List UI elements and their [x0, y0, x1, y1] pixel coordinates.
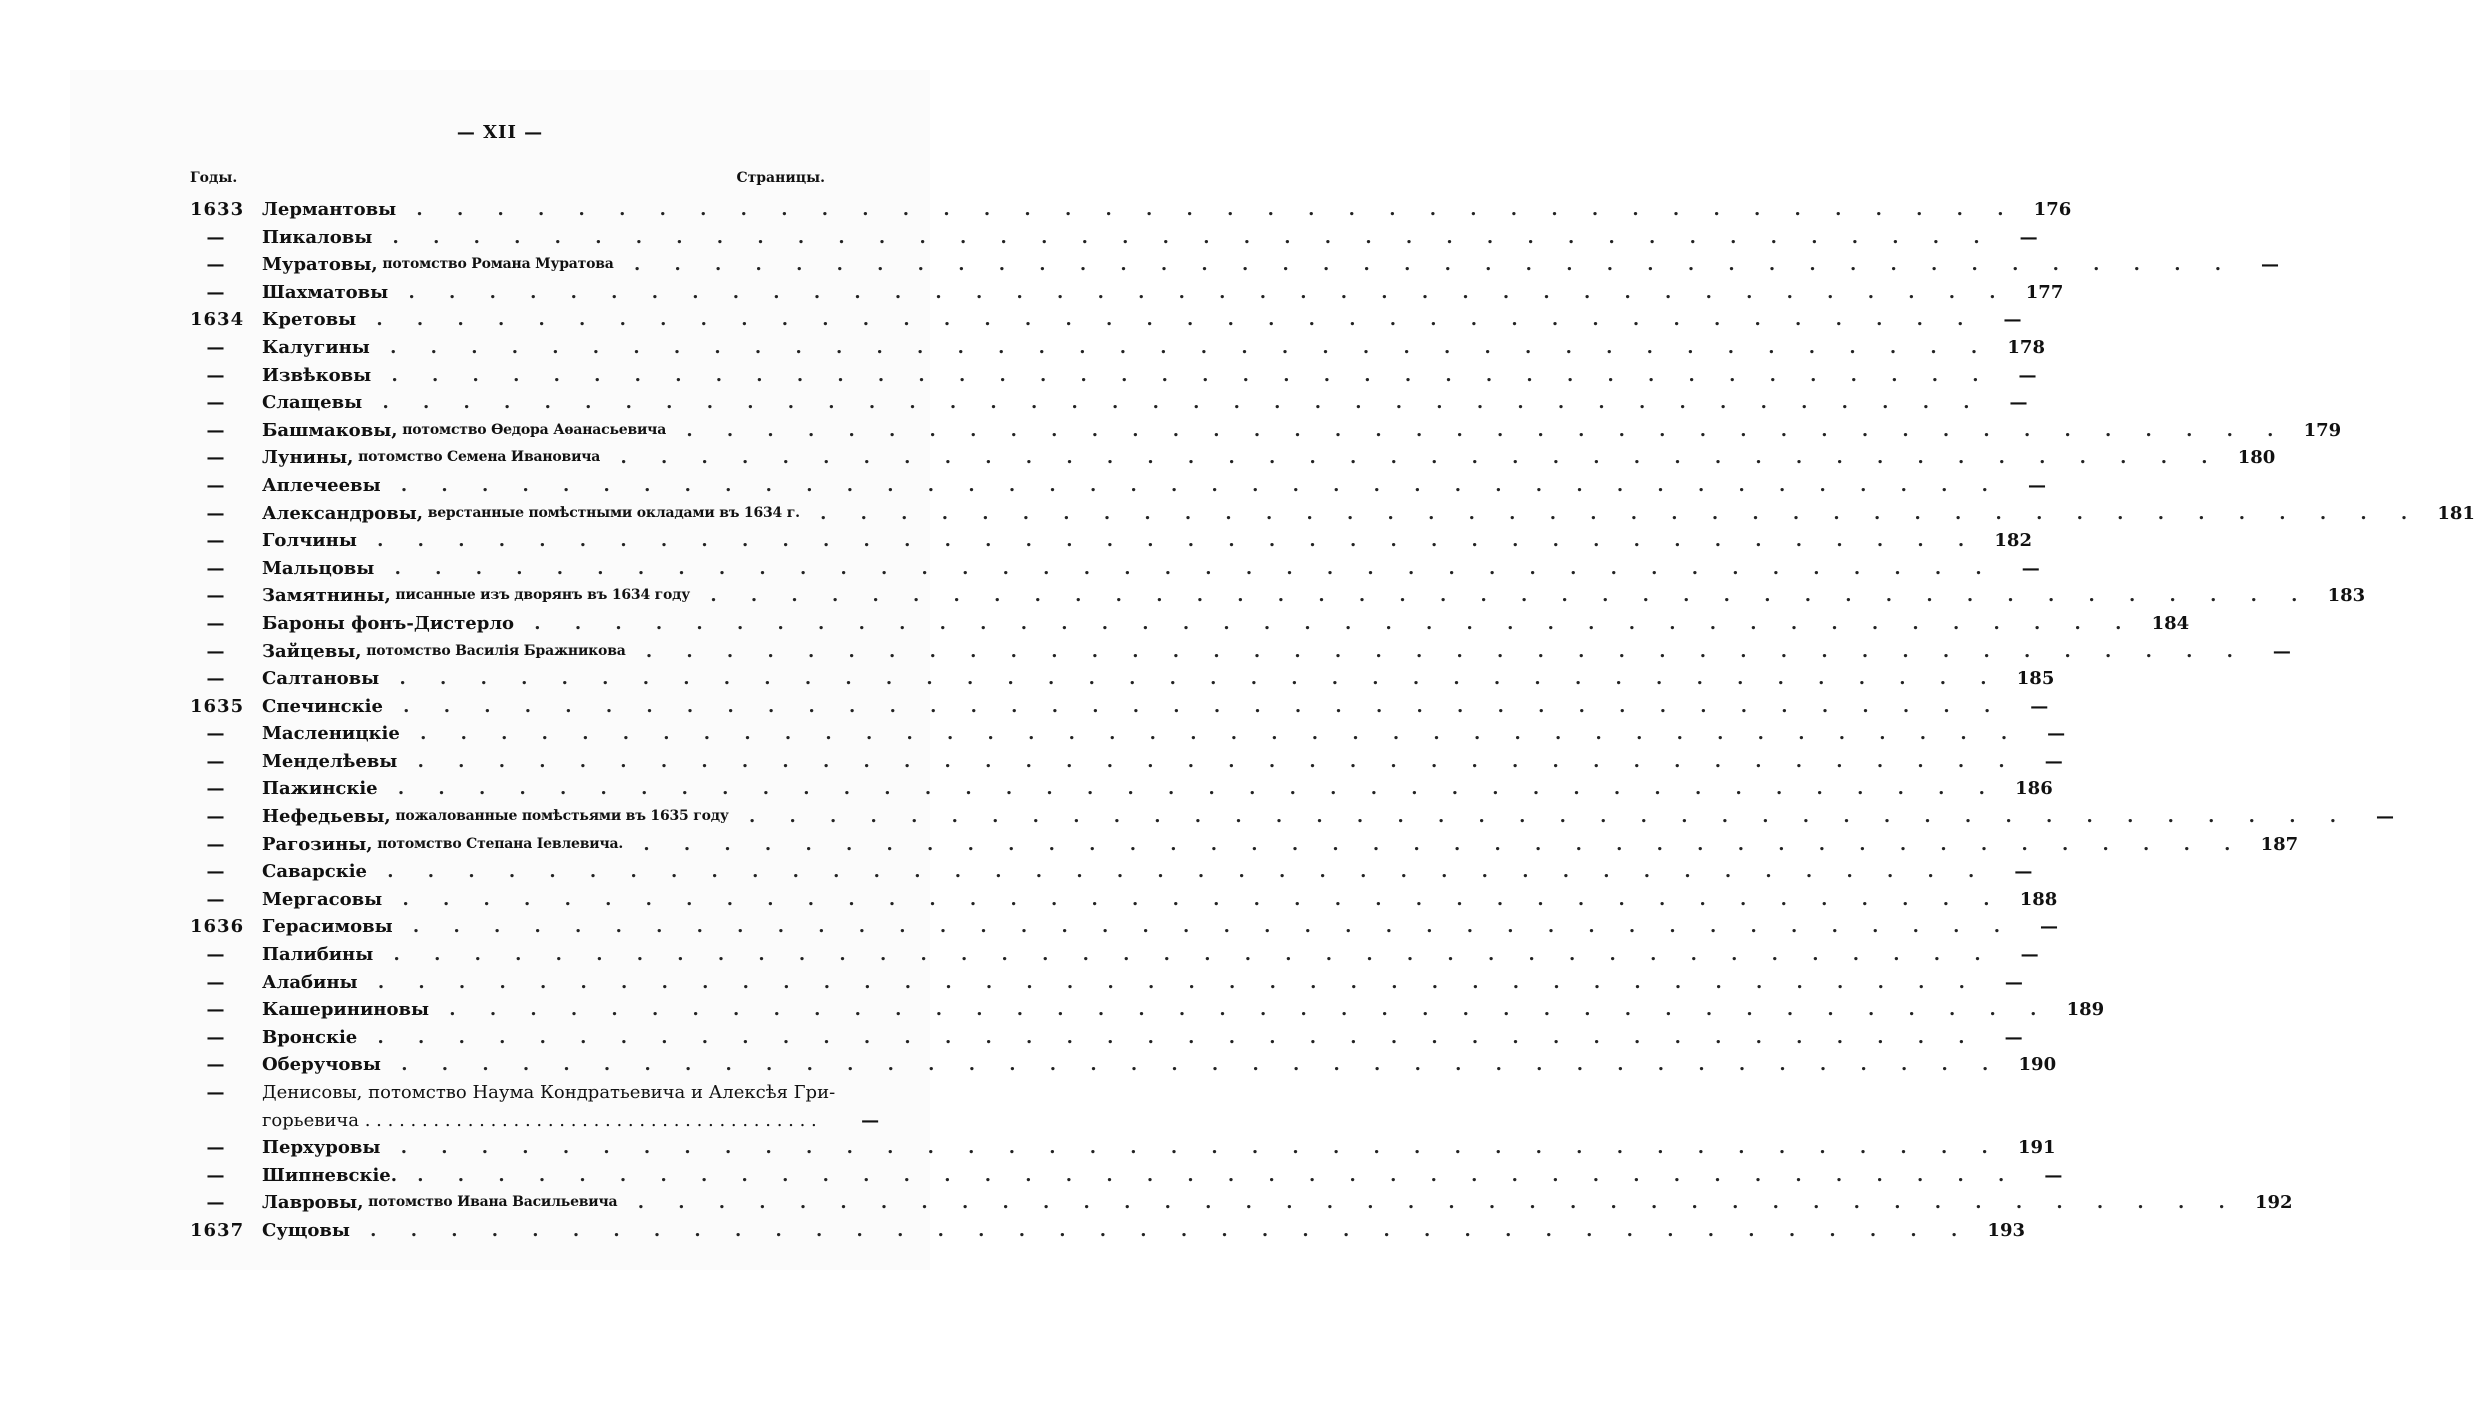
leader-dots: . . . . . . . . . . . . . . . . . . . . . . . . . . . . . . . . . . . . . . . . [380, 474, 2002, 496]
entry-page-number: — [2004, 971, 2023, 993]
leader-dots: . . . . . . . . . . . . . . . . . . . . . . . . . . . . . . . . . . . . . . . . [728, 806, 2350, 828]
index-row [190, 472, 2046, 500]
index-row [190, 720, 2066, 748]
entry-title [262, 1024, 1979, 1052]
entry-page-number: — [2009, 392, 2028, 414]
entry-family-name: Герасимовы [262, 916, 393, 938]
entry-family-name: Башмаковы, [262, 419, 398, 441]
entry-family-name: Александровы, [262, 502, 424, 524]
entry-title [262, 638, 2247, 666]
index-row [190, 1051, 2057, 1079]
entry-year: — [206, 336, 226, 358]
entry-title [262, 720, 2021, 748]
entry-detail: потомство Степана Іевлевича. [372, 835, 624, 852]
entry-year: — [206, 502, 226, 524]
entry-year: — [206, 1082, 226, 1103]
entry-page-number: 189 [2066, 999, 2105, 1021]
entry-family-name: Замятнины, [262, 585, 391, 607]
index-row [190, 527, 2032, 555]
entry-year: — [206, 585, 226, 607]
leader-dots: . . . . . . . . . . . . . . . . . . . . . . . . . . . . . . . . . . . . . . . . [623, 833, 2245, 855]
leader-dots: . . . . . . . . . . . . . . . . . . . . . . . . . . . . . . . . . . . . . . . . [396, 199, 2018, 220]
entry-year: — [206, 971, 226, 993]
entry-page-number: 180 [2237, 447, 2276, 469]
index-row [190, 941, 2039, 969]
leader-dots: . . . . . . . . . . . . . . . . . . . . . . . . . . . . . . . . . . . . . . . . [600, 447, 2222, 469]
leader-dots: . . . . . . . . . . . . . . . . . . . . . . . . . . . . . . . . . . . . . . . . [382, 888, 2004, 910]
entry-year: — [206, 1026, 226, 1048]
entry-year: 1633 [190, 199, 245, 220]
index-row [190, 306, 2022, 334]
leader-dots: . . . . . . . . . . . . . . . . . . . . . . . . . . . . . . . . . . . . . . . . [362, 392, 1984, 414]
entry-detail: потомство Василія Бражникова [361, 642, 626, 659]
entry-title [262, 886, 2004, 914]
index-row [190, 638, 2291, 666]
entry-detail: верстанные помѣстными окладами въ 1634 г. [423, 504, 800, 521]
entry-family-name: Зайцевы, [262, 640, 362, 662]
entry-year: — [206, 861, 226, 883]
entry-detail: потомство Романа Муратова [377, 256, 614, 273]
index-row [190, 610, 2190, 638]
entry-page-number: 177 [2025, 281, 2064, 303]
index-row [190, 831, 2299, 859]
entry-page-number: — [2047, 723, 2066, 745]
entry-year: — [206, 723, 226, 745]
entry-page-number: 179 [2303, 419, 2342, 441]
leader-dots: . . . . . . . . . . . . . . . . . . . . . . . . . . . . . . . . . . . . . . . . [625, 640, 2247, 662]
entry-year: 1636 [190, 916, 245, 938]
leader-dots: . . . . . . . . . . . . . . . . . . . . . . . . . . . . . . . . . . . . . . . . [514, 612, 2136, 634]
entry-page-number: 192 [2254, 1192, 2293, 1214]
leader-dots: . . . . . . . . . . . . . . . . . . . . . . . . . . . . . . . . . . . . . . . . [369, 336, 1992, 358]
entry-year: — [206, 364, 226, 386]
entry-year: — [206, 557, 226, 579]
leader-dots: . . . . . . . . . . . . . . . . . . . . . . . . . . . . . . . . . . . . . . . . [666, 419, 2288, 441]
entry-page-number: 178 [2007, 336, 2045, 358]
leader-dots: . . . . . . . . . . . . . . . . . . . . . . . . . . . . . . . . . . . . . . . . [379, 668, 2001, 690]
entry-title [262, 831, 2244, 859]
leader-dots: . . . . . . . . . . . . . . . . . . . . . . . . . . . . . . . . . . . . . . . . [799, 502, 2422, 524]
entry-title [262, 1162, 2018, 1190]
leader-dots: . . . . . . . . . . . . . . . . . . . . . . . . . . . . . . . . . . . . . . . . [357, 1026, 1979, 1048]
index-row [190, 886, 2058, 914]
entry-page-number: 186 [2015, 778, 2053, 800]
leader-dots: . . . . . . . . . . . . . . . . . . . . . . . . . . . . . . . . . . . . . . . . [356, 309, 1978, 331]
entry-title [262, 1217, 1971, 1245]
leader-dots: . . . . . . . . . . . . . . . . . . . . . . . . . . . . . . . . . . . . . . . . [357, 971, 1979, 993]
entry-year: — [206, 888, 226, 910]
entry-page-number: — [2003, 309, 2022, 331]
entry-family-name: Перхуровы [262, 1137, 381, 1159]
entry-title [262, 803, 2350, 831]
entry-title [262, 362, 1993, 390]
entry-page-number: 193 [1987, 1219, 2025, 1241]
entry-year: — [206, 254, 226, 276]
entry-year: — [206, 1164, 226, 1186]
entry-page-number: — [2018, 364, 2037, 386]
entry-detail: потомство Наума Кондратьевича и Алексѣя Гри- [362, 1082, 836, 1103]
index-row [190, 1189, 2293, 1217]
entry-title [262, 775, 1999, 803]
entry-year: — [206, 668, 226, 690]
index-row [190, 803, 2394, 831]
leader-dots: . . . . . . . . . . . . . . . . . . . . . . . . . . . . . . . . . . . . . . . . [397, 750, 2019, 772]
entry-family-name: Оберучовы [262, 1054, 381, 1076]
entry-family-name: Мергасовы [262, 888, 383, 910]
entry-family-name: Извѣковы [262, 364, 372, 386]
entry-year: — [206, 474, 226, 496]
entry-page-number: 187 [2260, 833, 2299, 855]
entry-year: — [206, 833, 226, 855]
entry-year: — [206, 750, 226, 772]
leader-dots: . . . . . . . . . . . . . . . . . . . . . . . . . . . . . . . . . . . . . . . . [397, 1164, 2019, 1186]
entry-family-name: Алабины [262, 971, 358, 993]
entry-family-name: Шипневскіе. [262, 1164, 397, 1186]
entry-page-number: — [2261, 254, 2280, 276]
entry-family-name: Голчины [262, 530, 357, 552]
entry-family-name: Нефедьевы, [262, 806, 391, 828]
index-row [190, 279, 2064, 307]
index-row [190, 444, 2276, 472]
entry-page-number: — [2044, 1164, 2063, 1186]
entry-title [262, 306, 1977, 334]
entry-detail: пожалованные помѣстьями въ 1635 году [390, 808, 729, 825]
entry-title [262, 913, 2014, 941]
entry-family-name: Муратовы, [262, 254, 378, 276]
leader-dots: . . . . . . . . . . . . . . . . . . . . . . . . . . . . . . . . . . . . . . . . [374, 557, 1996, 579]
entry-family-name: Палибины [262, 944, 374, 966]
index-row [190, 417, 2342, 445]
index-row [190, 500, 2475, 528]
index-row [190, 1079, 880, 1134]
index-table [190, 196, 2475, 1245]
entry-page-number: 182 [1994, 530, 2032, 552]
index-row [190, 196, 2072, 224]
entry-title [262, 251, 2235, 279]
leader-dots: . . . . . . . . . . . . . . . . . . . . . . . . . . . . . . . . . . . . . . . . [382, 695, 2005, 717]
entry-title [262, 748, 2019, 776]
entry-family-name: Денисовы, [262, 1082, 363, 1103]
entry-family-name: Салтановы [262, 668, 380, 690]
entry-year: 1635 [190, 695, 245, 717]
leader-dots: . . . . . . . . . . . . . . . . . . . . . . . . . . . . . . . . . . . . . . . . [429, 999, 2051, 1021]
index-row [190, 1162, 2063, 1190]
entry-year: — [206, 999, 226, 1021]
entry-page-number: 181 [2437, 502, 2475, 524]
entry-family-name: Пажинскіе [262, 778, 378, 800]
column-heading-pages: Страницы. [736, 170, 825, 186]
entry-family-name: Спечинскіе [262, 695, 383, 717]
index-row [190, 858, 2033, 886]
leader-dots: . . . . . . . . . . . . . . . . . . . . . . . . . . . . . . . . . . . . . . . . [388, 281, 2010, 303]
entry-family-name: Калугины [262, 336, 370, 358]
entry-page-number: 190 [2018, 1054, 2057, 1076]
entry-page-number: — [2039, 916, 2058, 938]
leader-dots: . . . . . . . . . . . . . . . . . . . . . . . . . . . . . . . . . . . . . . . . [367, 861, 1989, 883]
entry-title [262, 500, 2421, 528]
entry-family-name: Кашерининовы [262, 999, 430, 1021]
entry-family-name: Шахматовы [262, 281, 389, 303]
entry-page-number: 191 [2017, 1137, 2056, 1159]
leader-dots: . . . . . . . . . . . . . . . . . . . . . . . . . . . . . . . . . . . . . . . . [392, 916, 2014, 938]
entry-family-name: Мальцовы [262, 557, 375, 579]
entry-page-number: — [2004, 1026, 2023, 1048]
entry-title [262, 389, 1984, 417]
entry-page-number: 185 [2016, 668, 2055, 690]
entry-year: — [206, 281, 226, 303]
page-number-header: — XII — [456, 122, 544, 143]
entry-page-number: 184 [2151, 612, 2190, 634]
entry-family-name: Рагозины, [262, 833, 373, 855]
entry-page-number: — [2272, 640, 2291, 662]
entry-title [262, 1134, 2002, 1162]
index-row [190, 1134, 2056, 1162]
entry-title [262, 969, 1979, 997]
entry-year: — [206, 1054, 226, 1076]
entry-family-name: Кретовы [262, 309, 357, 331]
entry-page-number: — [2014, 861, 2033, 883]
index-row [190, 969, 2023, 997]
entry-title [262, 941, 1995, 969]
entry-detail: потомство Ивана Васильевича [363, 1194, 618, 1211]
entry-title [262, 665, 2001, 693]
entry-year: — [206, 447, 226, 469]
entry-title [262, 693, 2004, 721]
entry-family-name: Слащевы [262, 392, 363, 414]
entry-page-number: — [861, 1109, 880, 1131]
column-heading-years: Годы. [190, 170, 238, 186]
leader-dots: . . . . . . . . . . . . . . . . . . . . . . . . . . . . . . . . . . . . . . . . [349, 1219, 1972, 1241]
entry-title [262, 555, 1996, 583]
entry-detail: потомство Семена Ивановича [353, 449, 601, 466]
index-row [190, 996, 2105, 1024]
entry-page-number: — [2030, 695, 2049, 717]
entry-year: 1637 [190, 1219, 245, 1241]
entry-family-name: Лермантовы [262, 199, 397, 220]
index-row [190, 1024, 2023, 1052]
leader-dots: . . . . . . . . . . . . . . . . . . . . . . . . . . . . . . . . . . . . . . . . [617, 1192, 2239, 1214]
leader-dots: . . . . . . . . . . . . . . . . . . . . . . . . . . . . . . . . . . . . . . . . [399, 723, 2022, 745]
entry-page-number: — [2021, 557, 2040, 579]
index-row [190, 913, 2058, 941]
entry-title [262, 472, 2002, 500]
leader-dots: . . . . . . . . . . . . . . . . . . . . . . . . . . . . . . . . . . . . . . . . [371, 364, 1993, 386]
entry-year: — [206, 1192, 226, 1214]
index-row [190, 224, 2038, 252]
entry-title [262, 582, 2311, 610]
entry-detail-continued: горьевича [262, 1109, 360, 1131]
entry-family-name: Масленицкіе [262, 723, 400, 745]
index-row [190, 251, 2280, 279]
entry-page-number: — [2027, 474, 2046, 496]
entry-detail: потомство Өедора Аѳанасьевича [397, 421, 667, 438]
entry-page-number: 188 [2019, 888, 2058, 910]
entry-title [262, 610, 2135, 638]
entry-title [262, 1189, 2239, 1217]
leader-dots: . . . . . . . . . . . . . . . . . . . . . . . . . . . . . . . . . . . . . . . . [690, 585, 2312, 607]
leader-dots: . . . . . . . . . . . . . . . . . . . . . . . . . . . . . . . . . . . . . . . . [356, 530, 1979, 552]
entry-family-name: Аплечеевы [262, 474, 381, 496]
entry-year: — [206, 530, 226, 552]
index-row [190, 334, 2045, 362]
entry-year: — [206, 419, 226, 441]
index-row [190, 775, 2053, 803]
entry-detail: писанные изъ дворянъ въ 1634 году [390, 587, 691, 604]
entry-year: — [206, 1137, 226, 1159]
entry-title [262, 1079, 835, 1134]
entry-page-number: — [2044, 750, 2063, 772]
entry-title [262, 858, 1988, 886]
index-row [190, 582, 2366, 610]
entry-family-name: Вронскіе [262, 1026, 358, 1048]
entry-year: — [206, 640, 226, 662]
leader-dots: . . . . . . . . . . . . . . . . . . . . . . . . . . . . . . . . . . . . . . . . [380, 1054, 2003, 1076]
entry-year: — [206, 778, 226, 800]
entry-family-name: Сущовы [262, 1219, 350, 1241]
entry-year: — [206, 612, 226, 634]
entry-title [262, 996, 2050, 1024]
entry-page-number: 176 [2033, 199, 2072, 220]
index-row [190, 1217, 2025, 1245]
entry-title [262, 1051, 2002, 1079]
entry-year: — [206, 392, 226, 414]
entry-title [262, 224, 1994, 252]
entry-family-name: Менделѣевы [262, 750, 398, 772]
entry-year: — [206, 226, 226, 248]
leader-dots: . . . . . . . . . . . . . . . . . . . . . . . . . . . . . . . . . . . . . . . . [372, 226, 1994, 248]
entry-family-name: Лавровы, [262, 1192, 364, 1214]
leader-dots: . . . . . . . . . . . . . . . . . . . . . . . . . . . . . . . . . . . . . . . . [373, 944, 1995, 966]
index-row [190, 555, 2040, 583]
entry-page-number: — [2376, 806, 2394, 828]
entry-title [262, 279, 2010, 307]
leader-dots: . . . . . . . . . . . . . . . . . . . . . . . . . . . . . . . . . . . . . . . . [380, 1137, 2002, 1159]
entry-year: — [206, 944, 226, 966]
entry-page-number: 183 [2327, 585, 2366, 607]
index-row [190, 748, 2063, 776]
index-row [190, 362, 2037, 390]
entry-family-name: Бароны фонъ-Дистерло [262, 612, 515, 634]
entry-title [262, 196, 2017, 224]
entry-title [262, 417, 2287, 445]
entry-family-name: Саварскіе [262, 861, 367, 883]
entry-title [262, 334, 1991, 362]
entry-page-number: — [2019, 226, 2038, 248]
entry-page-number: — [2020, 944, 2039, 966]
entry-year: — [206, 806, 226, 828]
leader-dots: . . . . . . . . . . . . . . . . . . . . . . . . . . . . . . . . . . . . . . . . [359, 1109, 817, 1131]
entry-title [262, 444, 2222, 472]
entry-year: 1634 [190, 309, 245, 331]
index-row [190, 693, 2049, 721]
leader-dots: . . . . . . . . . . . . . . . . . . . . . . . . . . . . . . . . . . . . . . . . [377, 778, 1999, 800]
index-row [190, 389, 2028, 417]
entry-family-name: Лунины, [262, 447, 354, 469]
entry-family-name: Пикаловы [262, 226, 373, 248]
entry-title [262, 527, 1978, 555]
index-row [190, 665, 2055, 693]
leader-dots: . . . . . . . . . . . . . . . . . . . . . . . . . . . . . . . . . . . . . . . . [613, 254, 2236, 276]
